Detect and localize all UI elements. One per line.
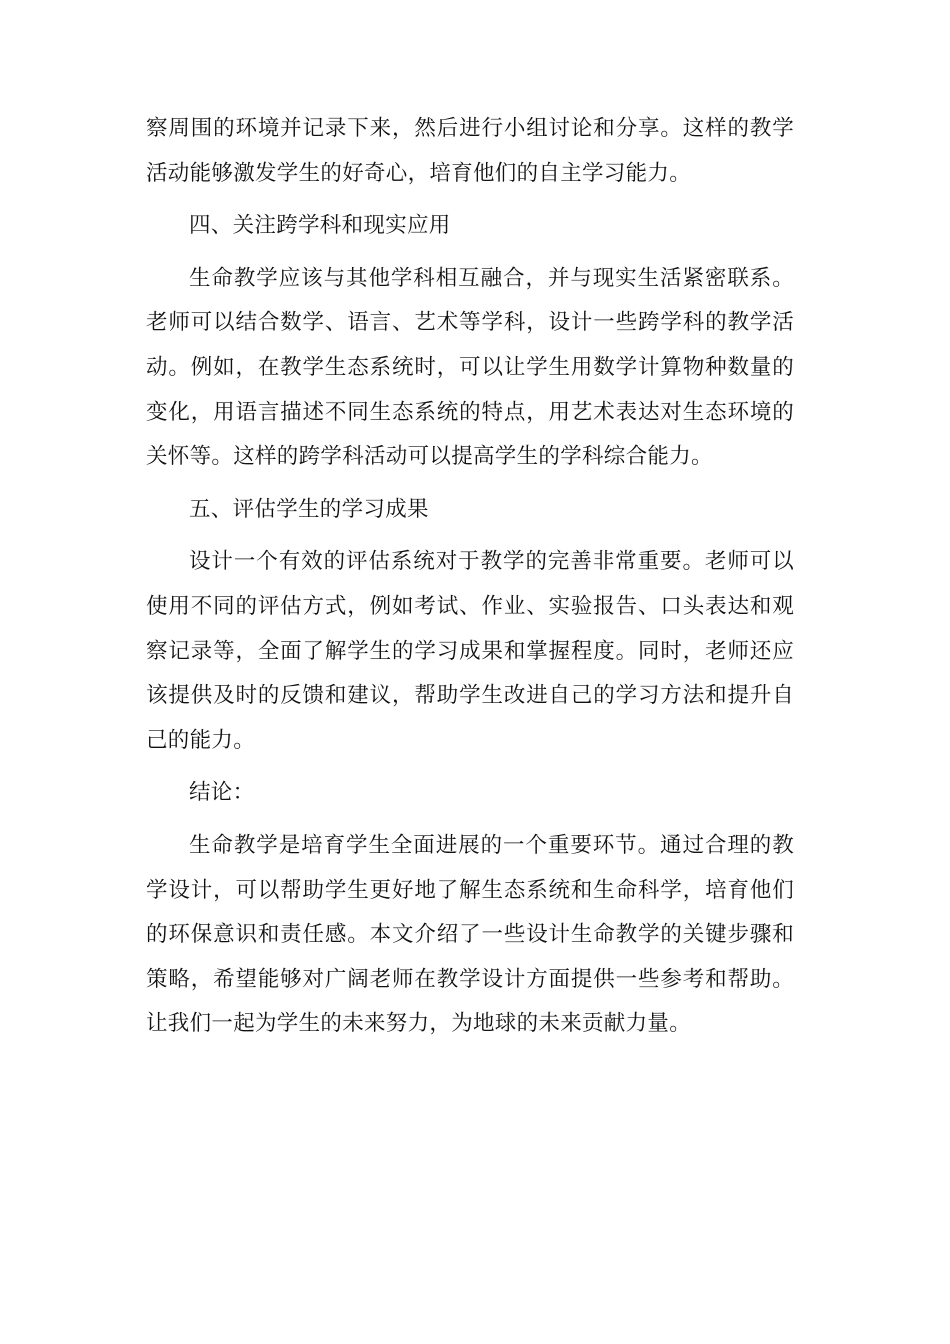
section-heading-5: 五、评估学生的学习成果 [189,496,429,522]
conclusion-heading: 结论： [189,780,255,806]
paragraph-continuation: 察周围的环境并记录下来，然后进行小组讨论和分享。这样的教学活动能够激发学生的好奇心，培育他们的自主学习能力。 [146,116,794,186]
document-body [146,107,794,1047]
paragraph-conclusion: 生命教学是培育学生全面进展的一个重要环节。通过合理的教学设计，可以帮助学生更好地了解生态系统和生命科学，培育他们的环保意识和责任感。本文介绍了一些设计生命教学的关键步骤和策略，希望能够对广阔老师在教学设计方面提供一些参考和帮助。让我们一起为学生的未来努力，为地球的未来贡献力量。 [146,832,794,1037]
section-heading-4: 四、关注跨学科和现实应用 [189,213,451,239]
paragraph-assessment: 设计一个有效的评估系统对于教学的完善非常重要。老师可以使用不同的评估方式，例如考试、作业、实验报告、口头表达和观察记录等，全面了解学生的学习成果和掌握程度。同时，老师还应该提供及时的反馈和建议，帮助学生改进自己的学习方法和提升自己的能力。 [146,549,794,753]
paragraph-cross-discipline: 生命教学应该与其他学科相互融合，并与现实生活紧密联系。老师可以结合数学、语言、艺术等学科，设计一些跨学科的教学活动。例如，在教学生态系统时，可以让学生用数学计算物种数量的变化，用语言描述不同生态系统的特点，用艺术表达对生态环境的关怀等。这样的跨学科活动可以提高学生的学科综合能力。 [146,265,794,470]
